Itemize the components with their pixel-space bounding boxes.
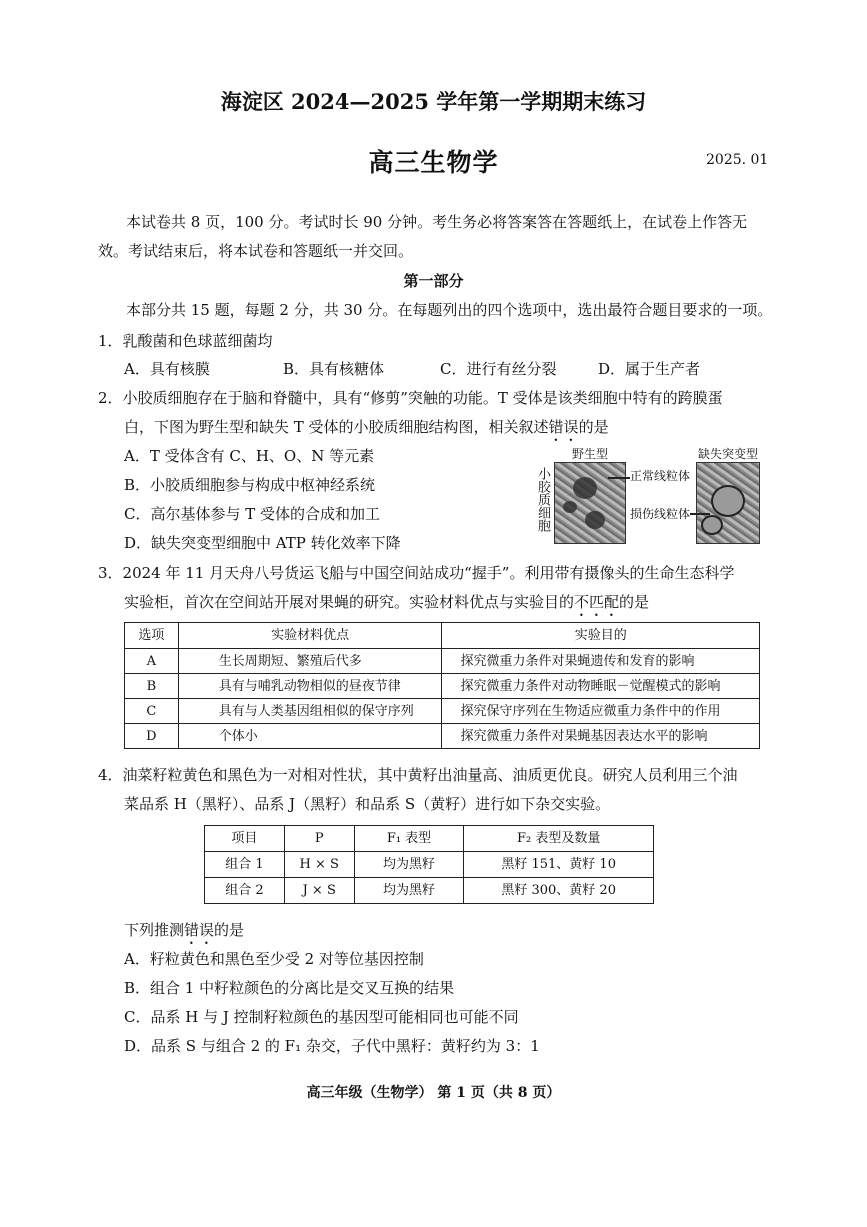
table-cell: 均为黑籽: [354, 878, 464, 904]
table-cell: J × S: [284, 878, 354, 904]
table-cell: 具有与人类基因组相似的保守序列: [178, 699, 442, 724]
wild-type-micrograph: [554, 462, 626, 544]
table-cell: 均为黑籽: [354, 852, 464, 878]
table-cell: B: [125, 674, 179, 699]
table-header-cell: F₁ 表型: [354, 826, 464, 852]
intro-line-2: 效。考试结束后，将本试卷和答题纸一并交回。: [98, 242, 414, 260]
table-row: [125, 724, 760, 749]
intro-line-1: 本试卷共 8 页，100 分。考试时长 90 分钟。考生务必将答案答在答题纸上，在试卷上作答无: [126, 213, 748, 231]
table-cell: 组合 2: [205, 878, 285, 904]
q4-emphasis: 错误: [184, 921, 215, 939]
q3-stem-end: 的是: [619, 593, 650, 611]
q3-emphasis: 不匹配: [574, 593, 620, 611]
table-row: [125, 674, 760, 699]
q2-emphasis: 错误: [548, 418, 579, 436]
q4-option-a: A．籽粒黄色和黑色至少受 2 对等位基因控制: [124, 950, 424, 968]
table-row: [205, 852, 654, 878]
table-cell: A: [125, 649, 179, 674]
subject-title: 高三生物学: [368, 148, 499, 177]
q4-table: [204, 825, 654, 904]
table-cell: 组合 1: [205, 852, 285, 878]
q2-option-d: D．缺失突变型细胞中 ATP 转化效率下降: [124, 534, 401, 552]
q2-option-b: B．小胶质细胞参与构成中枢神经系统: [124, 476, 376, 494]
microglia-figure: [530, 445, 760, 545]
table-cell: 探究微重力条件对果蝇基因表达水平的影响: [442, 724, 760, 749]
table-cell: 具有与哺乳动物相似的昼夜节律: [178, 674, 442, 699]
table-header-cell: 实验材料优点: [178, 623, 442, 649]
q4-stem-line-1: 4．油菜籽粒黄色和黑色为一对相对性状，其中黄籽出油量高、油质更优良。研究人员利用三个油: [98, 766, 738, 784]
q4-option-c: C．品系 H 与 J 控制籽粒颜色的基因型可能相同也可能不同: [124, 1008, 519, 1026]
table-header-cell: P: [284, 826, 354, 852]
q4-question-end: 的是: [214, 921, 245, 939]
table-row: [205, 878, 654, 904]
q3-stem-line-2: [124, 592, 649, 620]
q4-question: [124, 920, 244, 948]
table-cell: 探究微重力条件对果蝇遗传和发育的影响: [442, 649, 760, 674]
exam-title: 海淀区 2024—2025 学年第一学期期末练习: [220, 89, 647, 114]
q2-stem-line-1: 2．小胶质细胞存在于脑和脊髓中，具有“修剪”突触的功能。T 受体是该类细胞中特有的跨膜蛋: [98, 389, 723, 407]
q1-option-a: A．具有核膜: [124, 360, 210, 378]
table-cell: 探究微重力条件对动物睡眠－觉醒模式的影响: [442, 674, 760, 699]
q1-option-d: D．属于生产者: [598, 360, 701, 378]
table-cell: 黑籽 151、黄籽 10: [464, 852, 654, 878]
mutant-label: 缺失突变型: [698, 447, 759, 461]
q2-stem-end: 的是: [578, 418, 609, 436]
normal-mito-pointer: [608, 477, 630, 479]
q4-option-b: B．组合 1 中籽粒颜色的分离比是交叉互换的结果: [124, 979, 455, 997]
q1-option-c: C．进行有丝分裂: [440, 360, 557, 378]
microglia-label: 小胶质细胞: [535, 467, 550, 532]
table-header-row: [205, 826, 654, 852]
table-cell: 个体小: [178, 724, 442, 749]
damaged-mito-label: 损伤线粒体: [630, 507, 691, 521]
q4-option-d: D．品系 S 与组合 2 的 F₁ 杂交，子代中黑籽：黄籽约为 3：1: [124, 1037, 540, 1055]
q3-stem-text: 实验柜，首次在空间站开展对果蝇的研究。实验材料优点与实验目的: [124, 593, 575, 611]
table-cell: 黑籽 300、黄籽 20: [464, 878, 654, 904]
q3-table: [124, 622, 760, 749]
table-header-cell: F₂ 表型及数量: [464, 826, 654, 852]
part-heading: 第一部分: [403, 272, 464, 290]
table-row: [125, 649, 760, 674]
table-cell: D: [125, 724, 179, 749]
table-header-cell: 选项: [125, 623, 179, 649]
table-row: [125, 699, 760, 724]
part-instructions: 本部分共 15 题，每题 2 分，共 30 分。在每题列出的四个选项中，选出最符合题目要求的一项。: [126, 301, 773, 319]
page-footer: 高三年级（生物学） 第 1 页（共 8 页）: [306, 1085, 561, 1101]
exam-date: 2025. 01: [706, 152, 769, 168]
q2-option-a: A．T 受体含有 C、H、O、N 等元素: [124, 447, 375, 465]
q3-stem-line-1: 3．2024 年 11 月天舟八号货运飞船与中国空间站成功“握手”。利用带有摄像头的生命生态科学: [98, 564, 735, 582]
q1-option-b: B．具有核糖体: [283, 360, 385, 378]
q1-stem: 1．乳酸菌和色球蓝细菌均: [98, 332, 273, 350]
q2-stem-text: 白，下图为野生型和缺失 T 受体的小胶质细胞结构图，相关叙述: [124, 418, 549, 436]
q2-option-c: C．高尔基体参与 T 受体的合成和加工: [124, 505, 381, 523]
table-header-cell: 项目: [205, 826, 285, 852]
q4-stem-line-2: 菜品系 H（黑籽）、品系 J（黑籽）和品系 S（黄籽）进行如下杂交实验。: [124, 795, 611, 813]
table-cell: 生长周期短、繁殖后代多: [178, 649, 442, 674]
table-cell: 探究保守序列在生物适应微重力条件中的作用: [442, 699, 760, 724]
table-cell: C: [125, 699, 179, 724]
q4-question-text: 下列推测: [124, 921, 185, 939]
damaged-mito-pointer: [690, 513, 710, 515]
table-cell: H × S: [284, 852, 354, 878]
table-header-cell: 实验目的: [442, 623, 760, 649]
q2-stem-line-2: [124, 417, 609, 445]
table-header-row: [125, 623, 760, 649]
mutant-micrograph: [696, 462, 760, 544]
wild-type-label: 野生型: [572, 447, 609, 461]
normal-mito-label: 正常线粒体: [630, 469, 691, 483]
